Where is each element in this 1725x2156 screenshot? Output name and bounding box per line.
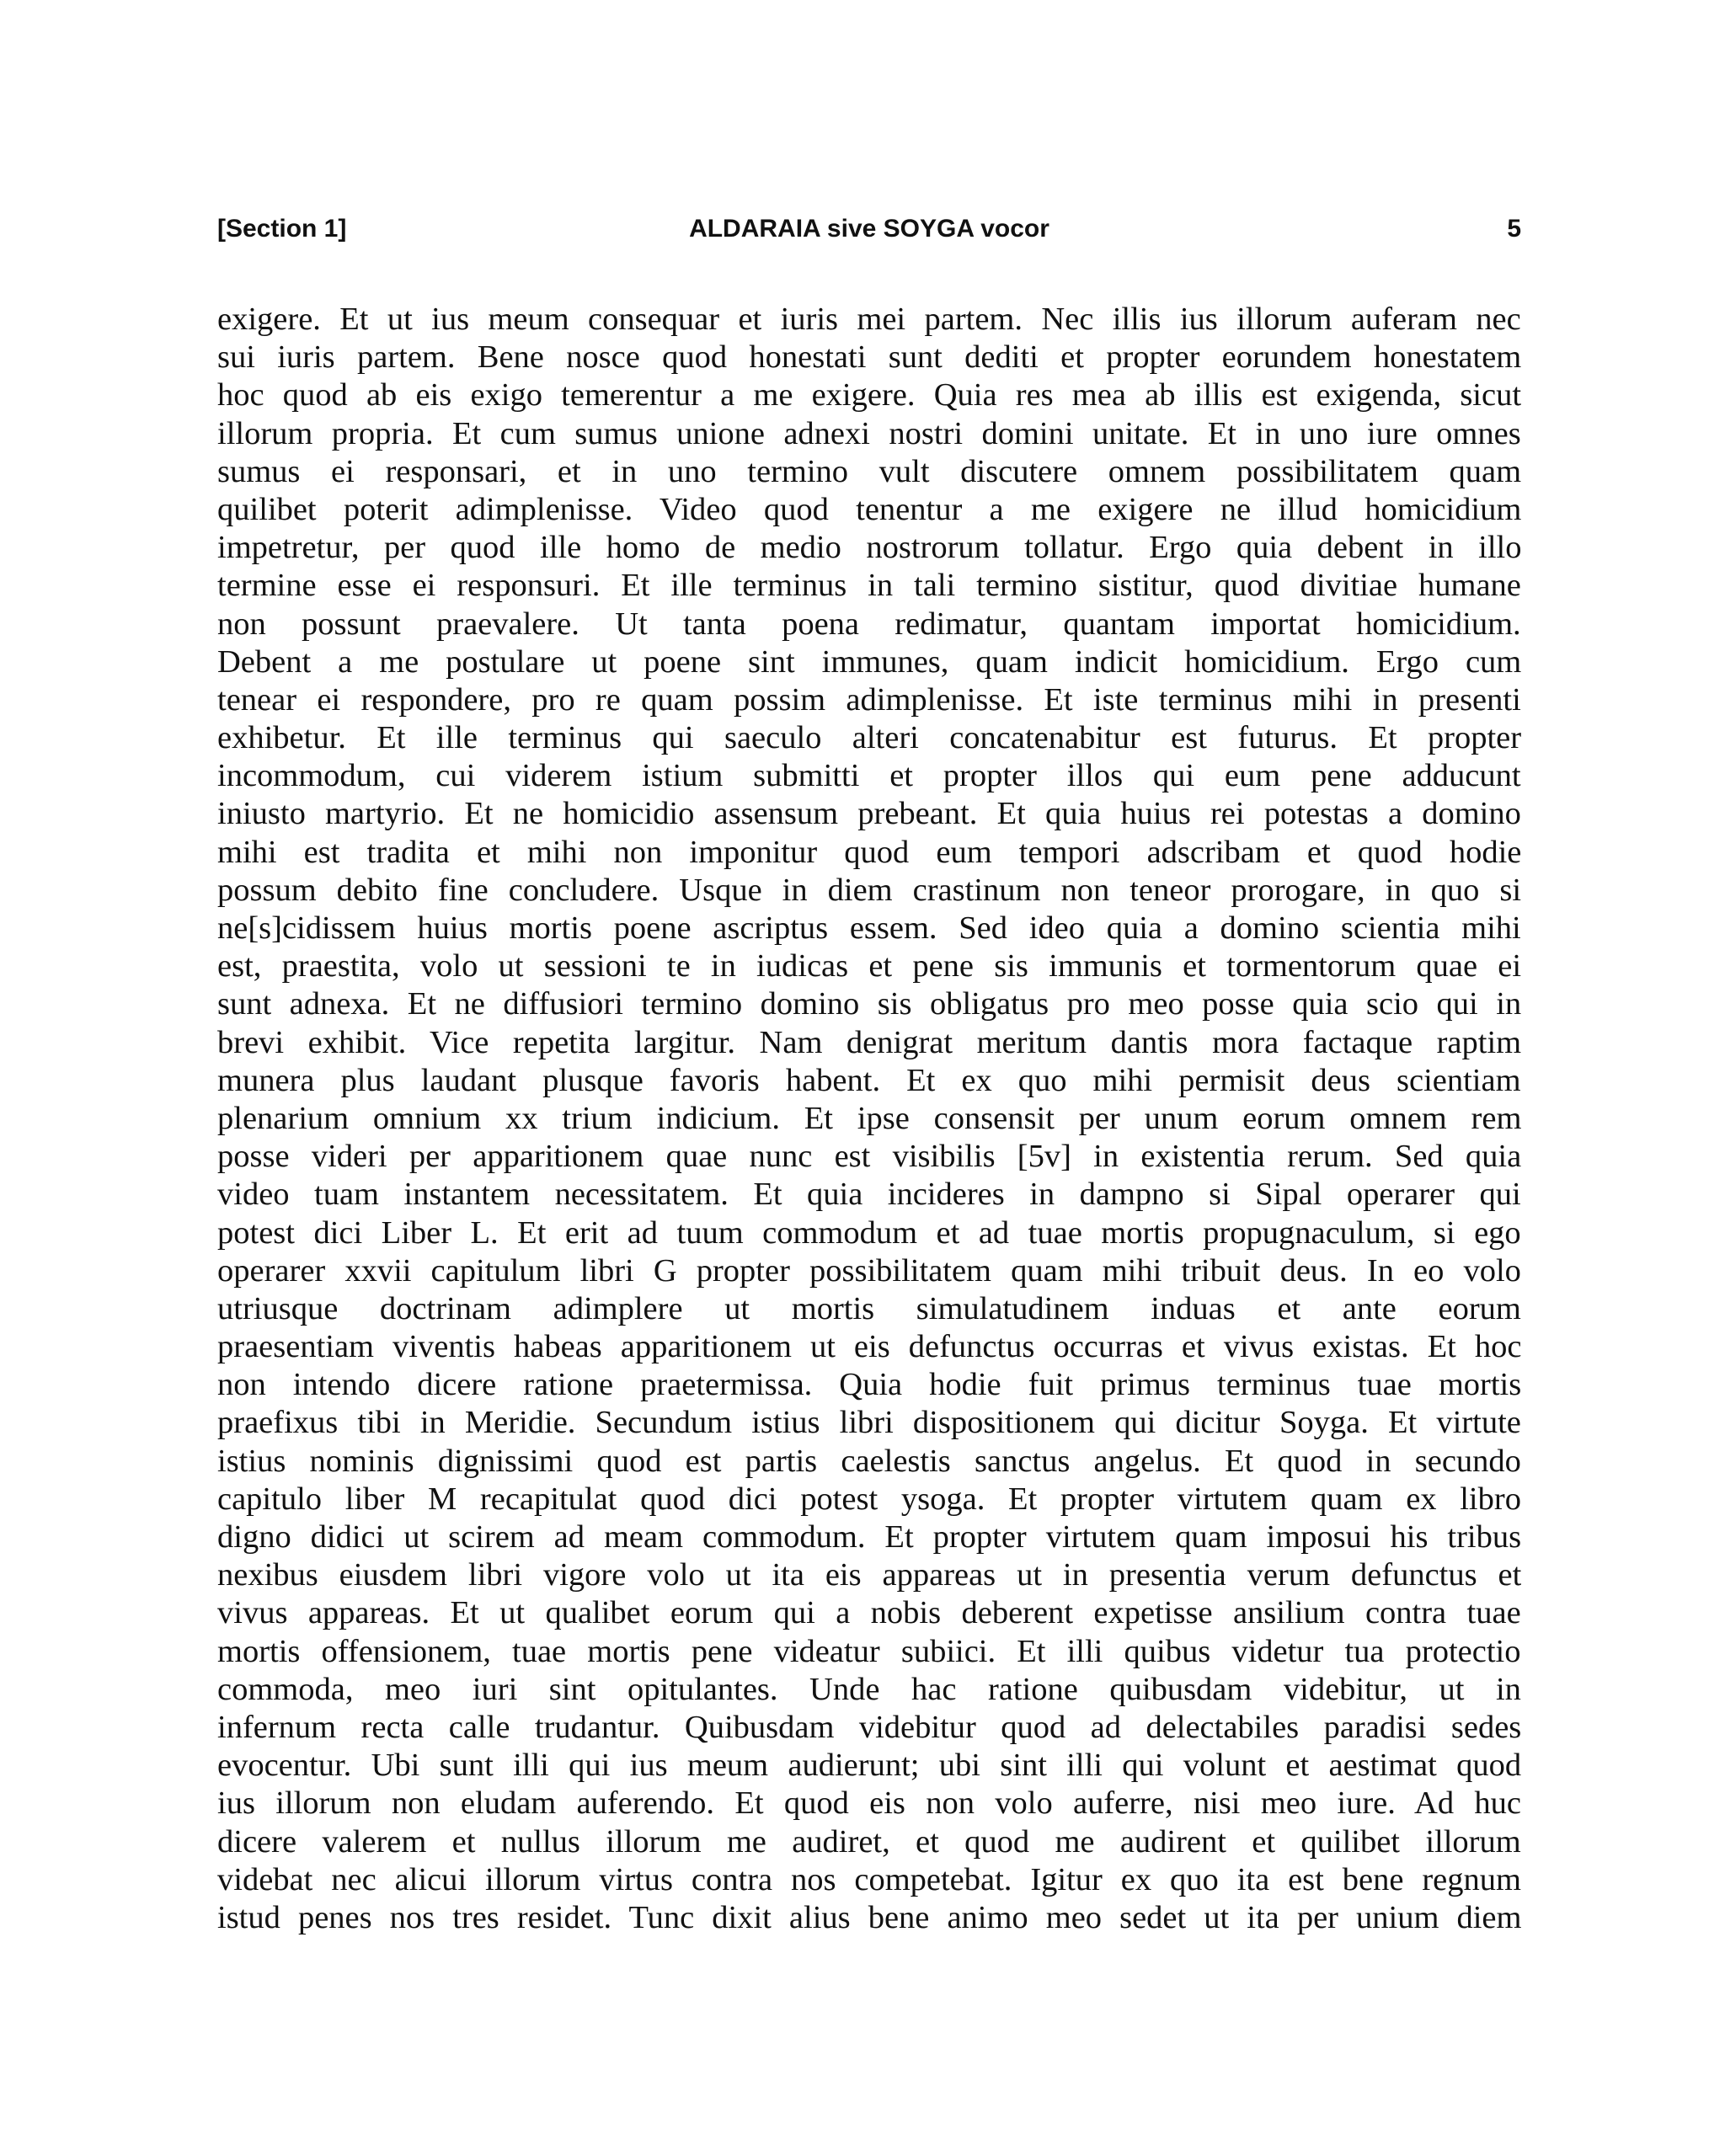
text-line: mortis offensionem, tuae mortis pene videatur subiici. Et illi quibus videtur tua protectio [217, 1633, 1521, 1669]
text-line: munera plus laudant plusque favoris habent. Et ex quo mihi permisit deus scientiam [217, 1062, 1521, 1098]
text-line: tenear ei respondere, pro re quam possim adimplenisse. Et iste terminus mihi in presenti [217, 681, 1521, 718]
text-line: plenarium omnium xx trium indicium. Et ipse consensit per unum eorum omnem rem [217, 1100, 1521, 1136]
text-line: termine esse ei responsuri. Et ille terminus in tali termino sistitur, quod divitiae humane [217, 568, 1521, 604]
text-line: vivus appareas. Et ut qualibet eorum qui a nobis deberent expetisse ansilium contra tuae [217, 1595, 1521, 1631]
text-line: evocentur. Ubi sunt illi qui ius meum audierunt; ubi sint illi qui volunt et aestimat quod [217, 1748, 1521, 1784]
text-line: quilibet poterit adimplenisse. Video quod tenentur a me exigere ne illud homicidium [217, 491, 1521, 527]
text-line: mihi est tradita et mihi non imponitur quod eum tempori adscribam et quod hodie [217, 834, 1521, 870]
text-line: incommodum, cui viderem istium submitti et propter illos qui eum pene adducunt [217, 758, 1521, 794]
text-line: sumus ei responsari, et in uno termino vult discutere omnem possibilitatem quam [217, 453, 1521, 489]
text-line: istud penes nos tres residet. Tunc dixit alius bene animo meo sedet ut ita per unium diem [217, 1899, 1521, 1935]
text-line: videbat nec alicui illorum virtus contra nos competebat. Igitur ex quo ita est bene regnum [217, 1861, 1521, 1897]
text-line: praefixus tibi in Meridie. Secundum istius libri dispositionem qui dicitur Soyga. Et virtute [217, 1405, 1521, 1441]
text-line: hoc quod ab eis exigo temerentur a me exigere. Quia res mea ab illis est exigenda, sicut [217, 377, 1521, 414]
text-line: praesentiam viventis habeas apparitionem ut eis defunctus occurras et vivus existas. Et hoc [217, 1329, 1521, 1365]
text-line: possum debito fine concludere. Usque in diem crastinum non teneor prorogare, in quo si [217, 872, 1521, 908]
text-line: exhibetur. Et ille terminus qui saeculo alteri concatenabitur est futurus. Et propter [217, 720, 1521, 756]
text-line: Debent a me postulare ut poene sint immunes, quam indicit homicidium. Ergo cum [217, 643, 1521, 680]
text-line: utriusque doctrinam adimplere ut mortis simulatudinem induas et ante eorum [217, 1290, 1521, 1326]
text-line: ne[s]cidissem huius mortis poene ascriptus essem. Sed ideo quia a domino scientia mihi [217, 910, 1521, 946]
text-line: istius nominis dignissimi quod est partis caelestis sanctus angelus. Et quod in secundo [217, 1443, 1521, 1479]
page-number: 5 [1507, 215, 1521, 243]
text-line: video tuam instantem necessitatem. Et quia incideres in dampno si Sipal operarer qui [217, 1177, 1521, 1213]
body-paragraph [217, 301, 1521, 1937]
book-title: ALDARAIA sive SOYGA vocor [689, 215, 1049, 243]
text-line: exigere. Et ut ius meum consequar et iuris mei partem. Nec illis ius illorum auferam nec [217, 302, 1521, 337]
text-line: impetretur, per quod ille homo de medio nostrorum tollatur. Ergo quia debent in illo [217, 530, 1521, 566]
text-line: capitulo liber M recapitulat quod dici potest ysoga. Et propter virtutem quam ex libro [217, 1481, 1521, 1517]
text-line: est, praestita, volo ut sessioni te in iudicas et pene sis immunis et tormentorum quae ei [217, 948, 1521, 985]
text-line: illorum propria. Et cum sumus unione adnexi nostri domini unitate. Et in uno iure omnes [217, 415, 1521, 451]
section-label: [Section 1] [217, 215, 347, 243]
text-line: operarer xxvii capitulum libri G propter possibilitatem quam mihi tribuit deus. In eo volo [217, 1252, 1521, 1289]
text-line: dicere valerem et nullus illorum me audiret, et quod me audirent et quilibet illorum [217, 1823, 1521, 1860]
text-line: non intendo dicere ratione praetermissa. Quia hodie fuit primus terminus tuae mortis [217, 1367, 1521, 1403]
text-line: nexibus eiusdem libri vigore volo ut ita eis appareas ut in presentia verum defunctus et [217, 1557, 1521, 1593]
text-line: iniusto martyrio. Et ne homicidio assensum prebeant. Et quia huius rei potestas a domino [217, 796, 1521, 832]
text-line: brevi exhibit. Vice repetita largitur. Nam denigrat meritum dantis mora factaque raptim [217, 1024, 1521, 1060]
text-line: commoda, meo iuri sint opitulantes. Unde hac ratione quibusdam videbitur, ut in [217, 1671, 1521, 1707]
text-line: sui iuris partem. Bene nosce quod honestati sunt dediti et propter eorundem honestatem [217, 339, 1521, 376]
text-line: infernum recta calle trudantur. Quibusdam videbitur quod ad delectabiles paradisi sedes [217, 1709, 1521, 1745]
text-line: posse videri per apparitionem quae nunc est visibilis [5v] in existentia rerum. Sed quia [217, 1139, 1521, 1175]
text-line: ius illorum non eludam auferendo. Et quod eis non volo auferre, nisi meo iure. Ad huc [217, 1785, 1521, 1822]
text-line: non possunt praevalere. Ut tanta poena redimatur, quantam importat homicidium. [217, 606, 1521, 642]
text-line: digno didici ut scirem ad meam commodum. Et propter virtutem quam imposui his tribus [217, 1519, 1521, 1555]
running-header [217, 215, 1521, 255]
text-line: potest dici Liber L. Et erit ad tuum commodum et ad tuae mortis propugnaculum, si ego [217, 1214, 1521, 1251]
text-line: sunt adnexa. Et ne diffusiori termino domino sis obligatus pro meo posse quia scio qui in [217, 986, 1521, 1022]
